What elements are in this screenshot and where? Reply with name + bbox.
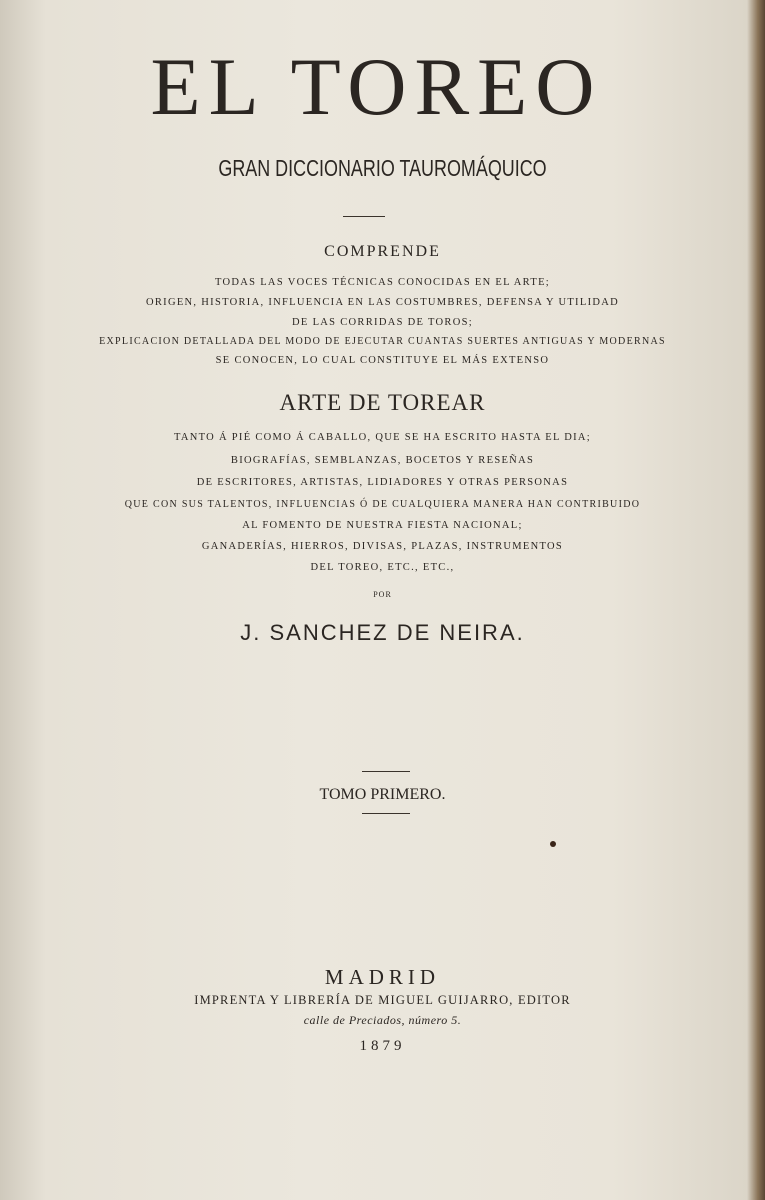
author-name: J. SANCHEZ DE NEIRA. (240, 620, 525, 645)
description-line: ORIGEN, HISTORIA, INFLUENCIA EN LAS COSTUMBRES, DEFENSA Y UTILIDAD (145, 297, 620, 308)
description-line: DE ESCRITORES, ARTISTAS, LIDIADORES Y OTRAS PERSONAS (196, 477, 569, 488)
description-line: TANTO Á PIÉ COMO Á CABALLO, QUE SE HA ESCRITO HASTA EL DIA; (174, 432, 591, 443)
description-line: TODAS LAS VOCES TÉCNICAS CONOCIDAS EN EL ARTE; (214, 277, 550, 288)
por-label: POR (373, 590, 392, 599)
publication-year: 1879 (359, 1038, 406, 1054)
divider-rule (343, 216, 385, 217)
comprende-heading: COMPRENDE (324, 243, 441, 260)
book-subtitle: GRAN DICCIONARIO TAUROMÁQUICO (218, 155, 547, 181)
description-line: EXPLICACION DETALLADA DEL MODO DE EJECUTAR CUANTAS SUERTES ANTIGUAS Y MODERNAS (99, 336, 666, 347)
arte-heading: ARTE DE TOREAR (279, 390, 486, 415)
description-line: AL FOMENTO DE NUESTRA FIESTA NACIONAL; (242, 520, 523, 531)
divider-rule (362, 813, 410, 814)
volume-label: TOMO PRIMERO. (319, 786, 446, 803)
divider-rule (362, 771, 410, 772)
book-title: EL TOREO (150, 41, 603, 132)
description-line: QUE CON SUS TALENTOS, INFLUENCIAS Ó DE CUALQUIERA MANERA HAN CONTRIBUIDO (124, 499, 641, 510)
description-line: DEL TOREO, ETC., ETC., (310, 562, 455, 573)
address-line: calle de Preciados, número 5. (303, 1013, 462, 1027)
ink-spot (550, 841, 556, 847)
imprint-line: IMPRENTA Y LIBRERÍA DE MIGUEL GUIJARRO, EDITOR (194, 993, 571, 1007)
description-line: BIOGRAFÍAS, SEMBLANZAS, BOCETOS Y RESEÑAS (230, 455, 535, 466)
description-line: SE CONOCEN, LO CUAL CONSTITUYE EL MÁS EXTENSO (215, 355, 550, 366)
city-name: MADRID (324, 965, 441, 989)
description-line: GANADERÍAS, HIERROS, DIVISAS, PLAZAS, INSTRUMENTOS (201, 541, 564, 552)
description-line: DE LAS CORRIDAS DE TOROS; (292, 317, 473, 328)
